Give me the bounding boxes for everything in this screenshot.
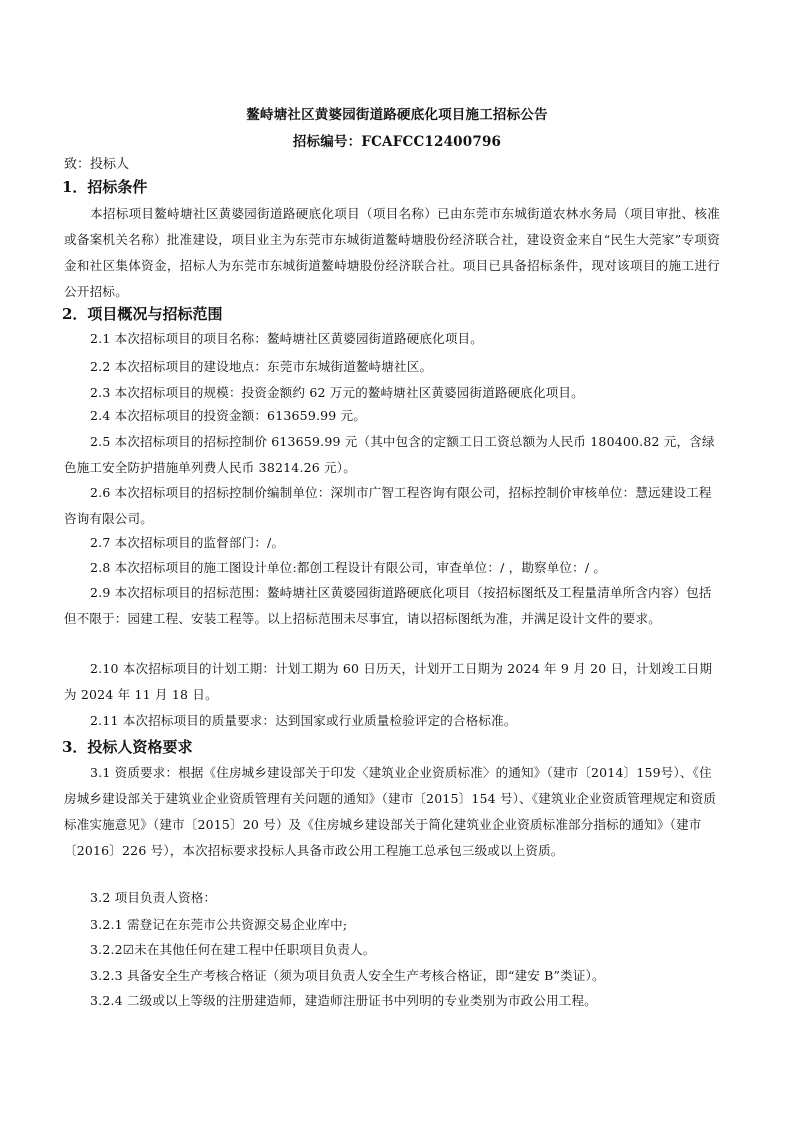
item-3-2-2: 3.2.2☑未在其他任何在建工程中任职项目负责人。	[90, 942, 376, 957]
item-2-4: 2.4 本次招标项目的投资金额：613659.99 元。	[90, 408, 367, 423]
item-2-7: 2.7 本次招标项目的监督部门：/。	[90, 535, 285, 550]
item-2-3: 2.3 本次招标项目的规模：投资金额约 62 万元的鳌峙塘社区黄婆园街道路硬底化项目。	[90, 385, 584, 400]
section-1-paragraph: 本招标项目鳌峙塘社区黄婆园街道路硬底化项目（项目名称）已由东莞市东城街道农林水务局（项目审批、核准或备案机关名称）批准建设，项目业主为东莞市东城街道鳌峙塘股份经济联合社，建设资金来自“民生大莞家”专项资金和社区集体资金，招标人为东莞市东城街道鳌峙塘股份经济联合社。项目已具备招标条件，现对该项目的施工进行公开招标。	[64, 206, 720, 299]
item-2-1: 2.1 本次招标项目的项目名称：鳌峙塘社区黄婆园街道路硬底化项目。	[90, 331, 483, 346]
item-2-10: 2.10 本次招标项目的计划工期：计划工期为 60 日历天，计划开工日期为 2024 年 9 月 20 日，计划竣工日期为 2024 年 11 月 18 日。	[64, 661, 713, 702]
section-heading-2: 2．项目概况与招标范围	[62, 305, 223, 323]
item-2-9: 2.9 本次招标项目的招标范围：鳌峙塘社区黄婆园街道路硬底化项目（按招标图纸及工程量清单所含内容）包括但不限于：园建工程、安装工程等。以上招标范围未尽事宜，请以招标图纸为准，并满足设计文件的要求。	[64, 585, 712, 626]
item-3-2-1: 3.2.1 需登记在东莞市公共资源交易企业库中;	[90, 917, 348, 932]
item-2-6: 2.6 本次招标项目的招标控制价编制单位：深圳市广智工程咨询有限公司，招标控制价审核单位：慧远建设工程咨询有限公司。	[64, 485, 712, 526]
document-title: 鳌峙塘社区黄婆园街道路硬底化项目施工招标公告	[246, 107, 548, 123]
bid-number: 招标编号：FCAFCC12400796	[292, 134, 502, 150]
item-3-1: 3.1 资质要求：根据《住房城乡建设部关于印发〈建筑业企业资质标准〉的通知》（建市〔2014〕159号）、《住房城乡建设部关于建筑业企业资质管理有关问题的通知》（建市〔2015〕154 号）、《建筑业企业资质管理规定和资质标准实施意见》（建市〔2015〕20 号）及《住房城乡建设部关于简化建筑业企业资质标准部分指标的通知》（建市〔2016〕226 号），本次招标要求投标人具备市政公用工程施工总承包三级或以上资质。	[64, 765, 717, 858]
section-heading-3: 3．投标人资格要求	[62, 738, 193, 756]
item-3-2-4: 3.2.4 二级或以上等级的注册建造师，建造师注册证书中列明的专业类别为市政公用工程。	[90, 993, 597, 1008]
item-3-2-3: 3.2.3 具备安全生产考核合格证（须为项目负责人安全生产考核合格证，即“建安 B”类证）。	[90, 968, 605, 983]
item-2-5: 2.5 本次招标项目的招标控制价 613659.99 元（其中包含的定额工日工资总额为人民币 180400.82 元，含绿色施工安全防护措施单列费人民币 38214.26 元）。	[64, 434, 715, 475]
item-2-8: 2.8 本次招标项目的施工图设计单位:都创工程设计有限公司，审查单位：/ ，勘察单位：/ 。	[90, 560, 607, 575]
salutation: 致：投标人	[64, 157, 130, 172]
item-2-11: 2.11 本次招标项目的质量要求：达到国家或行业质量检验评定的合格标准。	[90, 713, 517, 728]
section-heading-1: 1．招标条件	[62, 178, 148, 196]
item-3-2: 3.2 项目负责人资格：	[90, 890, 217, 905]
item-2-2: 2.2 本次招标项目的建设地点：东莞市东城街道鳌峙塘社区。	[90, 359, 433, 374]
